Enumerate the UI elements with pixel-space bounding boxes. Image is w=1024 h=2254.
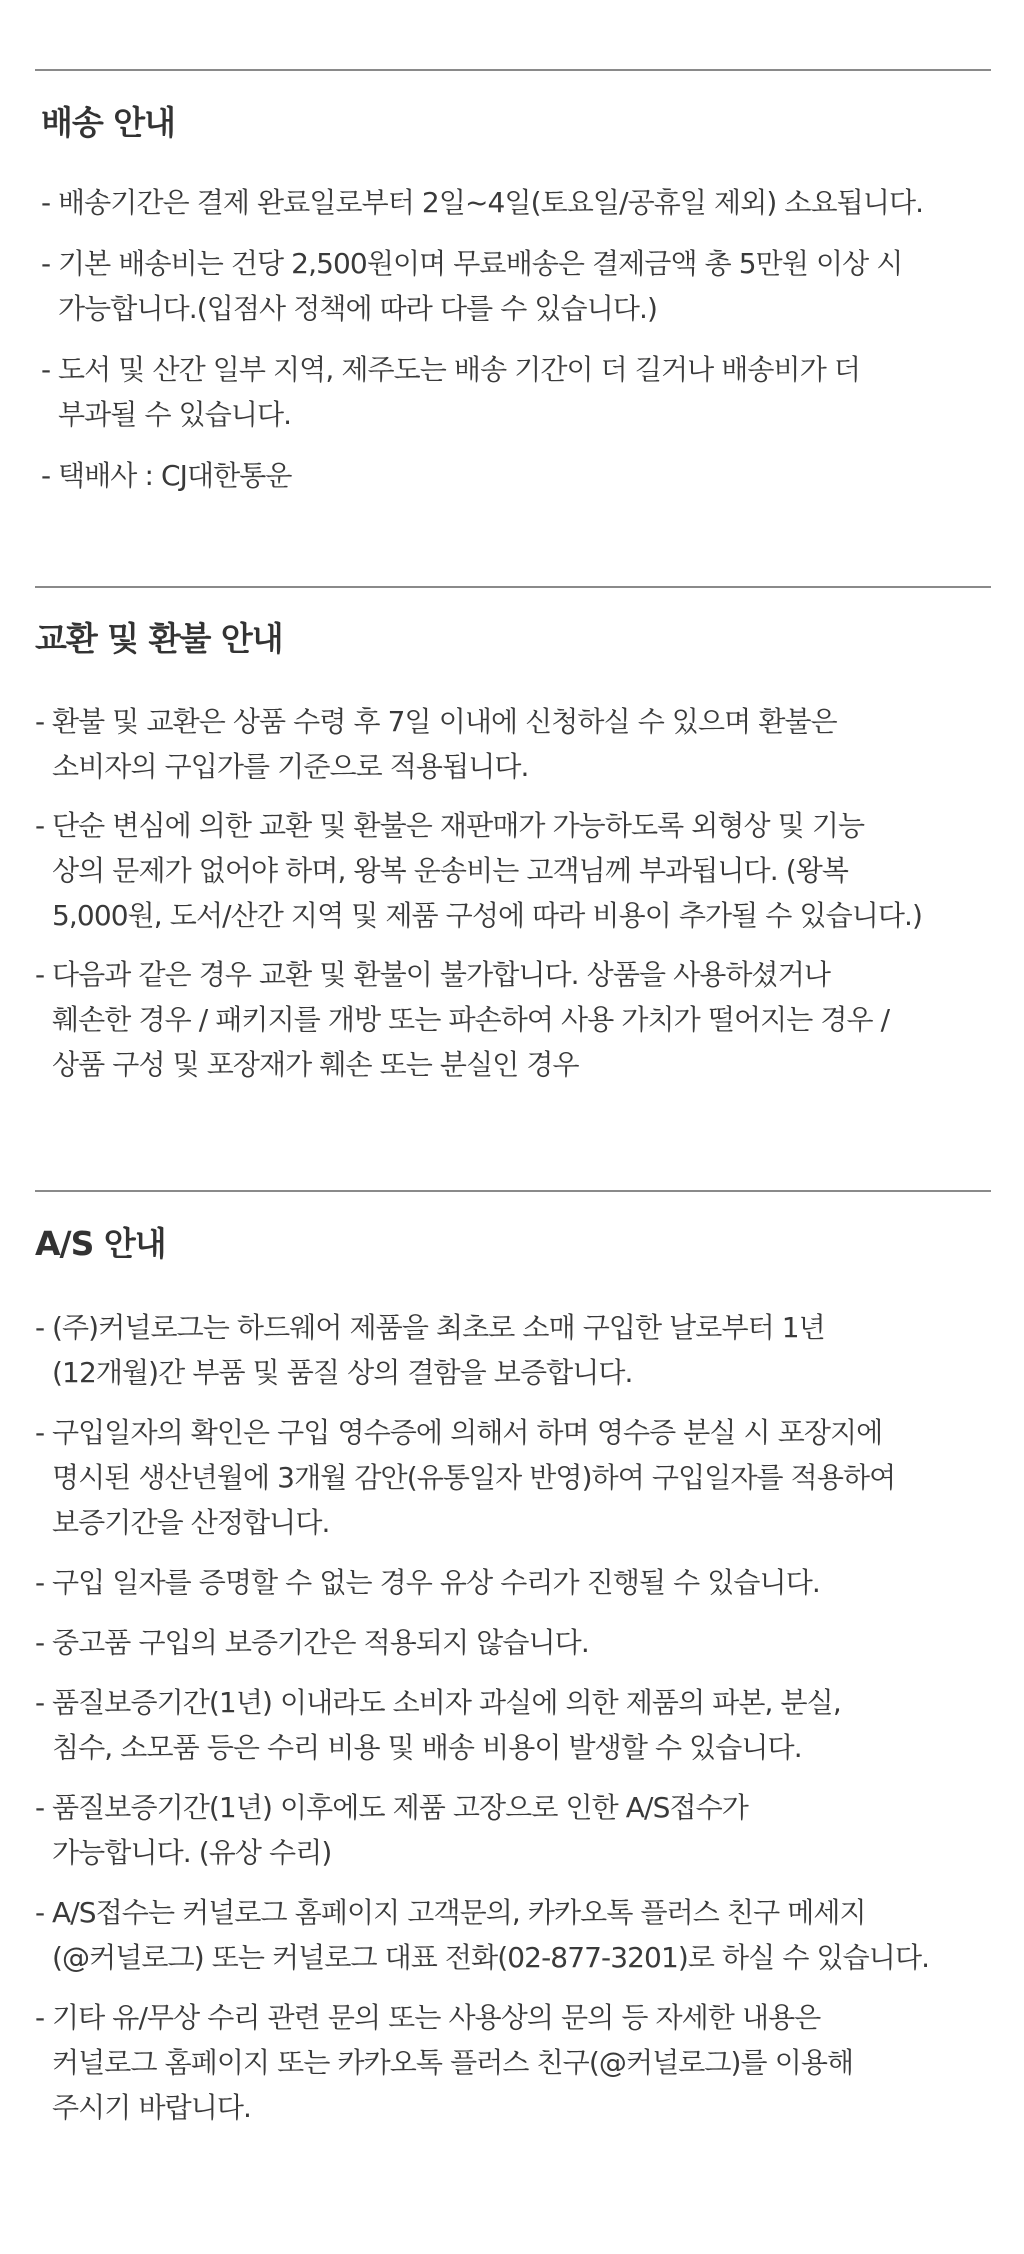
list-item-text: 도서 및 산간 일부 지역, 제주도는 배송 기간이 더 길거나 배송비가 더 부과될 수 있습니다. [58, 353, 861, 431]
list-item [35, 1305, 991, 1395]
list-item [35, 1620, 991, 1665]
bullet-dash: - [35, 1566, 45, 1599]
list-item [35, 1410, 991, 1545]
list-item [35, 1890, 991, 1980]
as-info-section [35, 1190, 991, 2145]
bullet-dash: - [35, 1626, 45, 1659]
list-item [35, 1680, 991, 1770]
list-item-text: 품질보증기간(1년) 이내라도 소비자 과실에 의한 제품의 파본, 분실, 침수, 소모품 등은 수리 비용 및 배송 비용이 발생할 수 있습니다. [52, 1686, 841, 1764]
bullet-dash: - [35, 1686, 45, 1719]
bullet-dash: - [35, 1791, 45, 1824]
shipping-info-title: 배송 안내 [41, 103, 176, 142]
refund-info-list [35, 699, 991, 1087]
section-divider [35, 69, 991, 71]
shipping-info-list [41, 180, 991, 498]
list-item [41, 241, 991, 331]
list-item-text: 구입일자의 확인은 구입 영수증에 의해서 하며 영수증 분실 시 포장지에 명시된 생산년월에 3개월 감안(유통일자 반영)하여 구입일자를 적용하여 보증기간을 산정합니다. [52, 1416, 896, 1539]
list-item [35, 803, 991, 938]
list-item [41, 347, 991, 437]
as-info-title: A/S 안내 [35, 1224, 166, 1263]
list-item-text: 기타 유/무상 수리 관련 문의 또는 사용상의 문의 등 자세한 내용은 커널로그 홈페이지 또는 카카오톡 플러스 친구(@커널로그)를 이용해 주시기 바랍니다. [52, 2001, 854, 2124]
list-item-text: 환불 및 교환은 상품 수령 후 7일 이내에 신청하실 수 있으며 환불은 소비자의 구입가를 기준으로 적용됩니다. [52, 705, 837, 783]
as-info-list [35, 1305, 991, 2130]
list-item-text: 단순 변심에 의한 교환 및 환불은 재판매가 가능하도록 외형상 및 기능 상의 문제가 없어야 하며, 왕복 운송비는 고객님께 부과됩니다. (왕복 5,000원, 도서/산간 지역 및 제품 구성에 따라 비용이 추가될 수 있습니다.) [52, 809, 923, 932]
list-item-text: (주)커널로그는 하드웨어 제품을 최초로 소매 구입한 날로부터 1년 (12개월)간 부품 및 품질 상의 결함을 보증합니다. [52, 1311, 825, 1389]
list-item-text: 배송기간은 결제 완료일로부터 2일~4일(토요일/공휴일 제외) 소요됩니다. [58, 186, 924, 219]
list-item [35, 1560, 991, 1605]
refund-info-title: 교환 및 환불 안내 [35, 619, 283, 658]
list-item-text: A/S접수는 커널로그 홈페이지 고객문의, 카카오톡 플러스 친구 메세지 (@커널로그) 또는 커널로그 대표 전화(02-877-3201)로 하실 수 있습니다. [52, 1896, 930, 1974]
section-divider [35, 1190, 991, 1192]
section-divider [35, 586, 991, 588]
bullet-dash: - [35, 1311, 45, 1344]
list-item [35, 699, 991, 789]
refund-info-section [35, 586, 991, 1101]
list-item [35, 1995, 991, 2130]
bullet-dash: - [35, 1896, 45, 1929]
shipping-info-section [35, 69, 991, 514]
bullet-dash: - [41, 353, 51, 386]
bullet-dash: - [41, 459, 51, 492]
list-item-text: 기본 배송비는 건당 2,500원이며 무료배송은 결제금액 총 5만원 이상 시 가능합니다.(입점사 정책에 따라 다를 수 있습니다.) [58, 247, 903, 325]
list-item-text: 중고품 구입의 보증기간은 적용되지 않습니다. [52, 1626, 589, 1659]
bullet-dash: - [35, 1416, 45, 1449]
list-item [41, 453, 991, 498]
list-item-text: 택배사 : CJ대한통운 [58, 459, 292, 492]
bullet-dash: - [41, 247, 51, 280]
bullet-dash: - [35, 809, 45, 842]
list-item [35, 952, 991, 1087]
list-item [35, 1785, 991, 1875]
bullet-dash: - [35, 958, 45, 991]
list-item-text: 다음과 같은 경우 교환 및 환불이 불가합니다. 상품을 사용하셨거나 훼손한 경우 / 패키지를 개방 또는 파손하여 사용 가치가 떨어지는 경우 / 상품 구성 및 포장재가 훼손 또는 분실인 경우 [52, 958, 890, 1081]
bullet-dash: - [35, 2001, 45, 2034]
list-item [41, 180, 991, 225]
bullet-dash: - [41, 186, 51, 219]
list-item-text: 품질보증기간(1년) 이후에도 제품 고장으로 인한 A/S접수가 가능합니다. (유상 수리) [52, 1791, 748, 1869]
bullet-dash: - [35, 705, 45, 738]
list-item-text: 구입 일자를 증명할 수 없는 경우 유상 수리가 진행될 수 있습니다. [52, 1566, 820, 1599]
